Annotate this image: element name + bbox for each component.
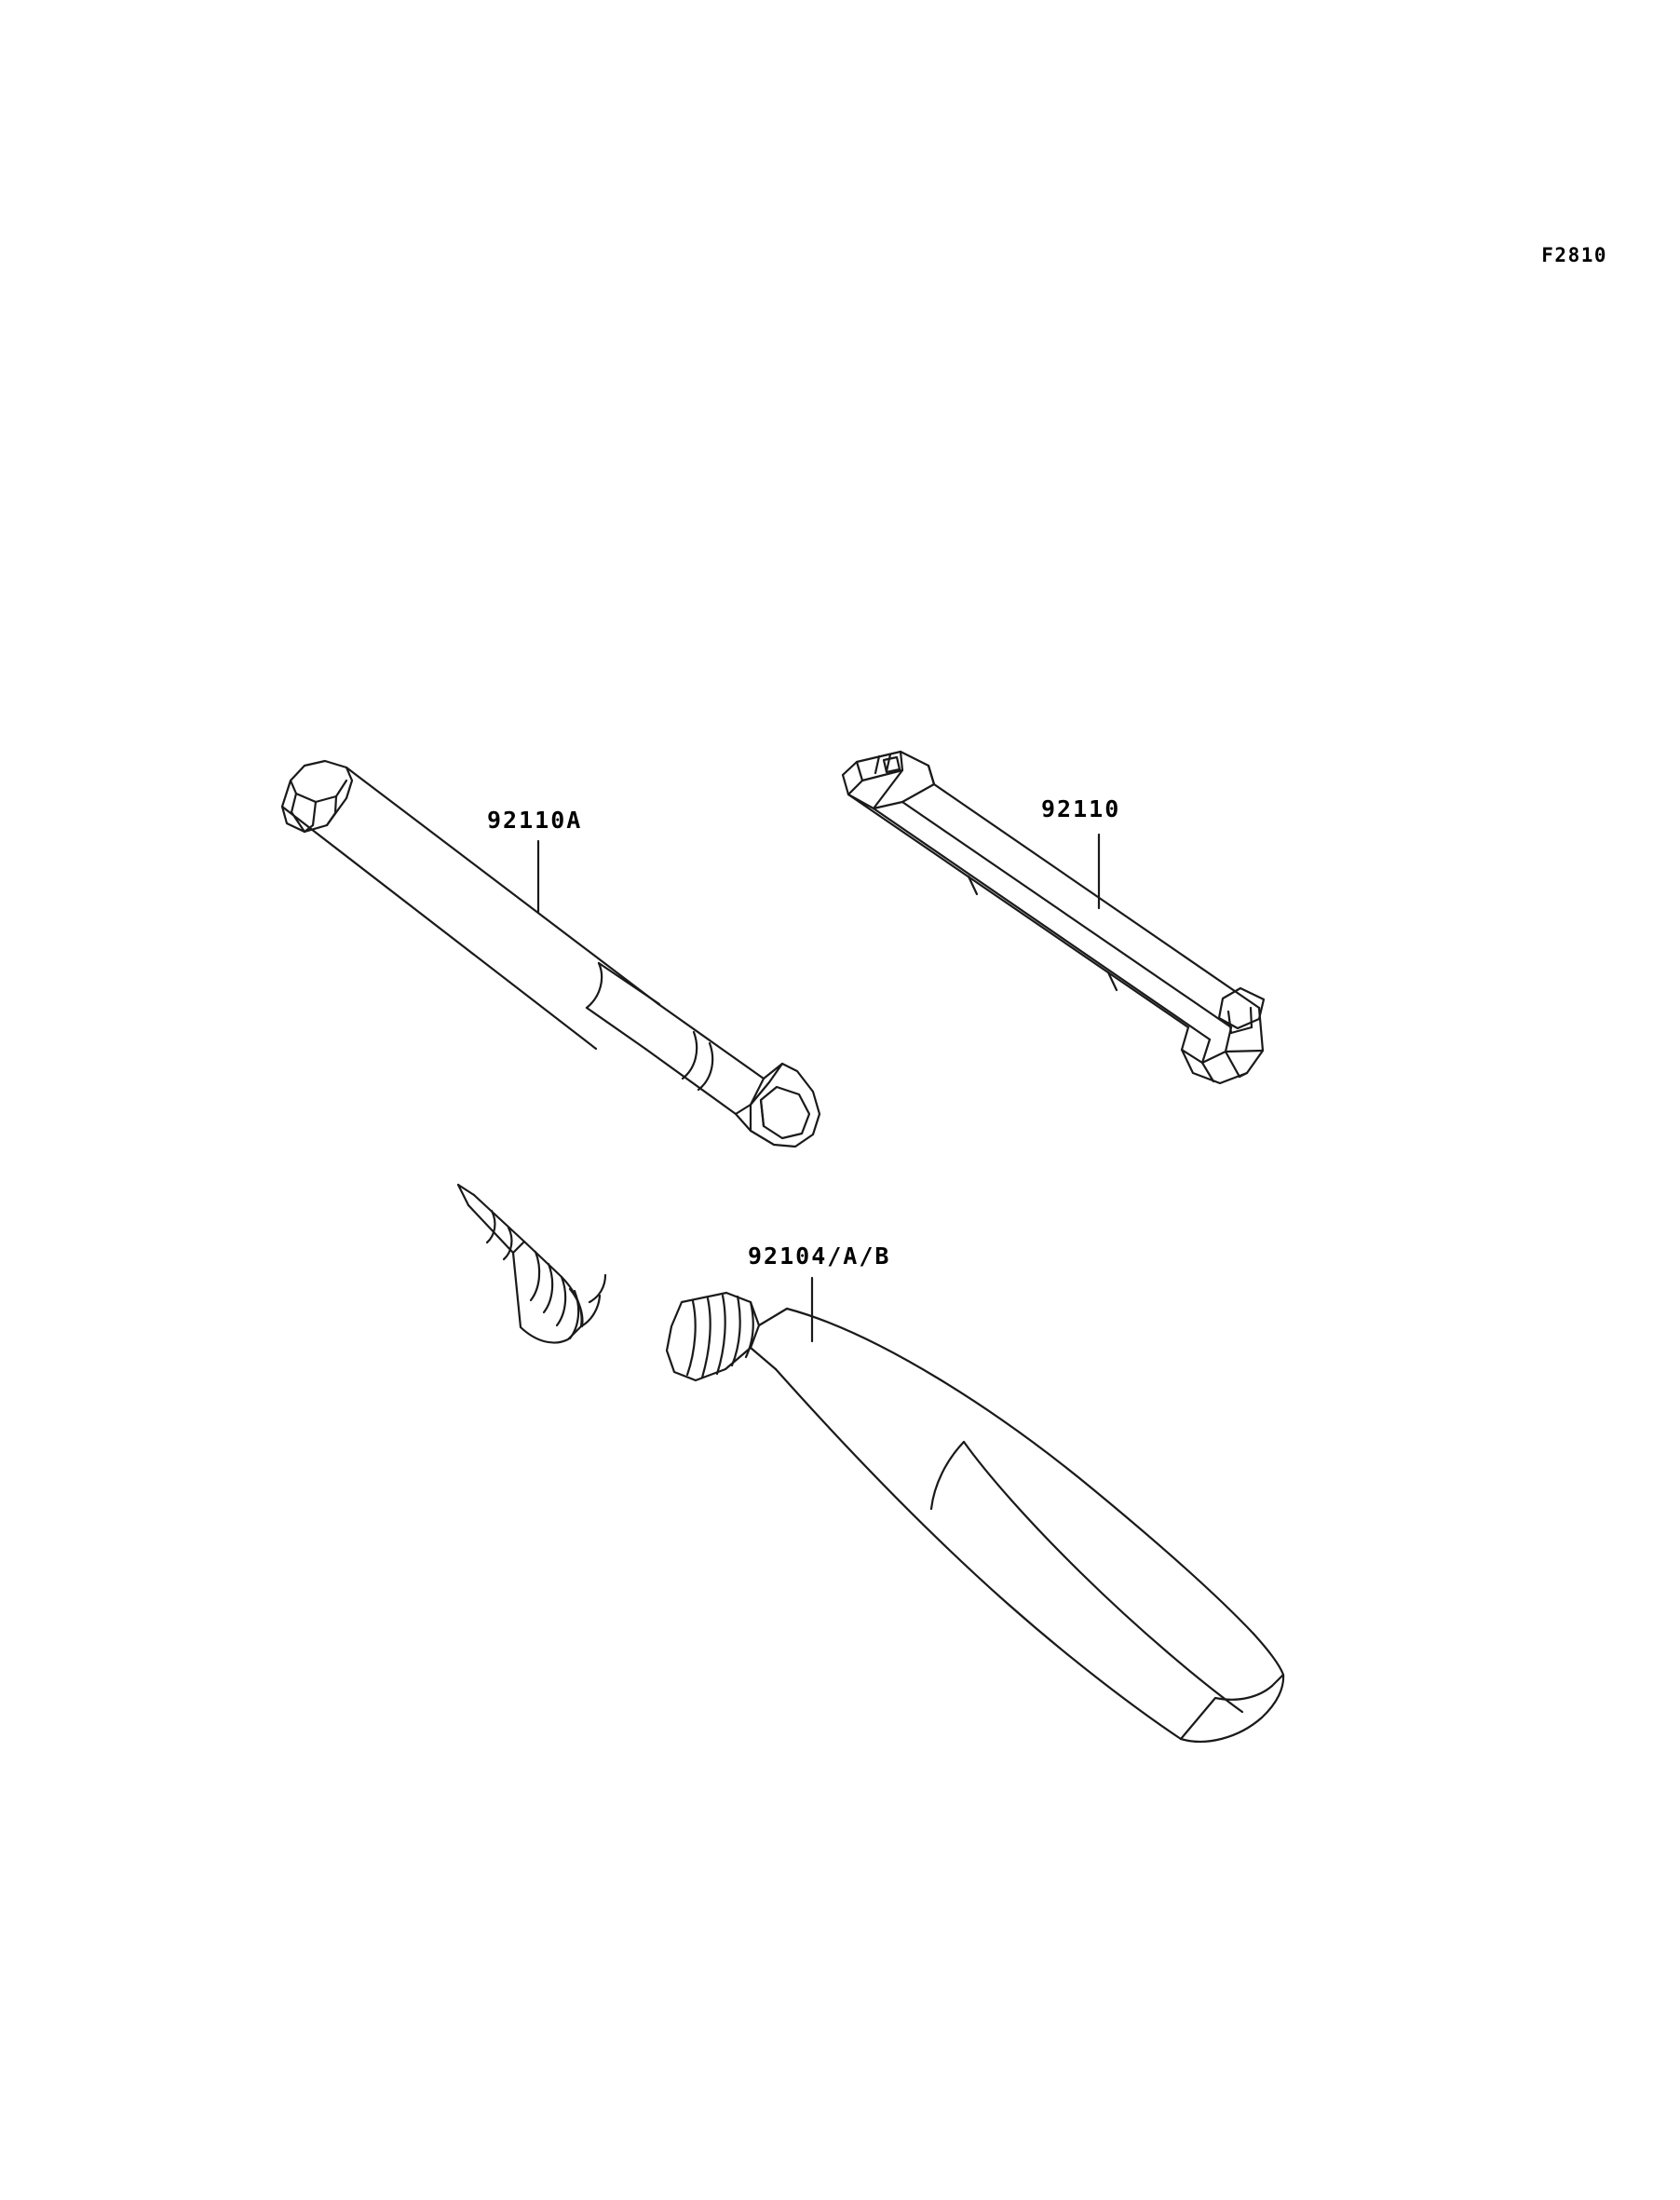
diagram-code: F2810 [1541,244,1607,266]
part-label-92104-a-b: 92104/A/B [748,1243,891,1270]
part-92104-grease-tube [667,1293,1283,1742]
part-label-92110A: 92110A [487,807,583,834]
part-label-92110: 92110 [1041,795,1121,822]
part-92104-nozzle-cap [458,1185,605,1343]
